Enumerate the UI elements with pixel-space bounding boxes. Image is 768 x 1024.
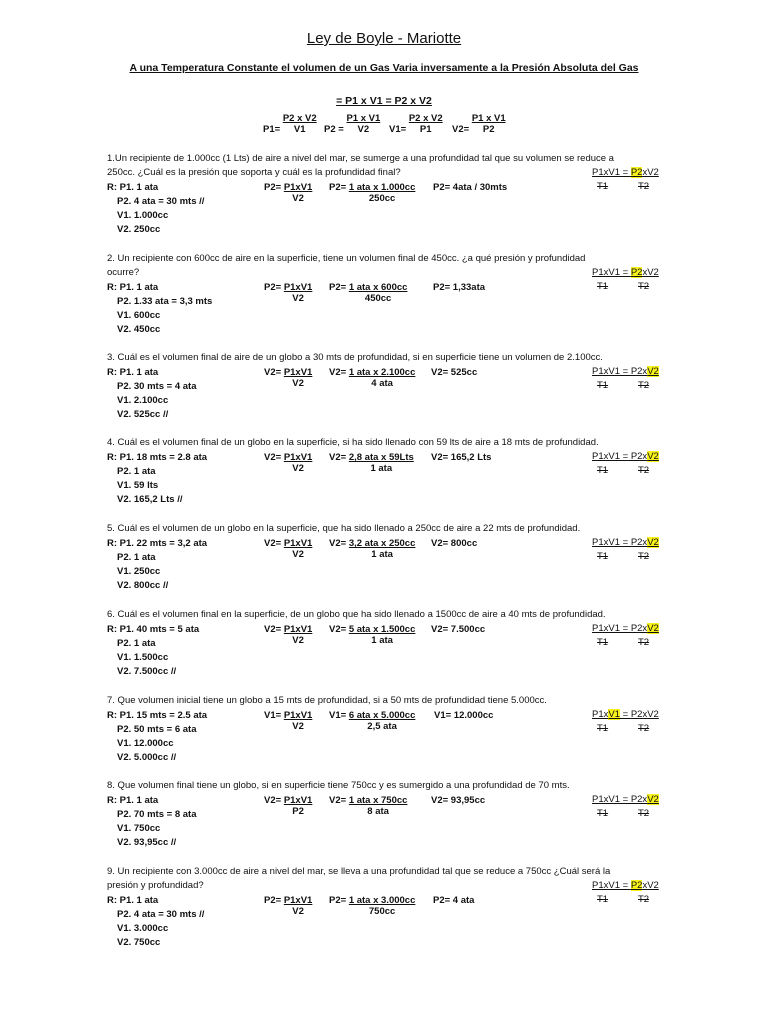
substitution-numerator: 2,8 ata x 59Lts xyxy=(348,452,414,463)
substitution-denominator: 250cc xyxy=(368,193,396,204)
formula-denominator: V2 xyxy=(292,378,304,389)
substitution-fraction xyxy=(349,282,408,304)
temperature-t2: T2 xyxy=(638,281,650,292)
answer-given: R: P1. 1 ata xyxy=(107,895,159,906)
solution-substitution xyxy=(329,182,415,204)
problem-question: 8. Que volumen final tiene un globo, si en superficie tiene 750cc y es sumergido a una profundidad de 70 mts. xyxy=(107,780,570,791)
answer-given: R: P1. 1 ata xyxy=(107,282,159,293)
temperature-t1: T1 xyxy=(597,181,609,192)
answer-given: R: P1. 1 ata xyxy=(107,182,159,193)
formula-v2: $V2= \frac{\text{P1 x V1}}{P2}$ xyxy=(452,113,506,135)
formula-p1: $P1= \frac{\text{P2 x V2}}{V1}$ xyxy=(263,113,317,135)
formula-label: V1= xyxy=(264,710,284,721)
answer-value: P2. 50 mts = 6 ata xyxy=(117,724,197,735)
substitution-numerator: 1 ata x 600cc xyxy=(348,282,408,293)
temperature-t1: T1 xyxy=(597,281,609,292)
substitution-denominator: 750cc xyxy=(368,906,396,917)
substitution-fraction xyxy=(349,538,416,560)
answer-value: V1. 59 lts xyxy=(117,480,159,491)
highlighted-variable: V2 xyxy=(647,623,659,634)
problem-question: 6. Cuál es el volumen final en la superficie, de un globo que ha sido llenado a 1500cc de aire a 40 mts de profundidad. xyxy=(107,609,606,620)
formula-numerator: P1xV1 xyxy=(283,795,313,806)
formula-label: V2= xyxy=(264,367,284,378)
equation-part: P1xV1 = xyxy=(592,880,631,891)
answer-value: V1. 750cc xyxy=(117,823,161,834)
equation-part: P1xV1 = P2x xyxy=(592,366,648,377)
solution-substitution xyxy=(329,452,414,474)
formula-numerator: P1xV1 xyxy=(283,538,313,549)
answer-given: R: P1. 15 mts = 2.5 ata xyxy=(107,710,208,721)
formula-denominator: V2 xyxy=(292,293,304,304)
problem-question: 4. Cuál es el volumen final de un globo en la superficie, si ha sido llenado con 59 lts de aire a 18 mts de profundidad. xyxy=(107,437,599,448)
substitution-label: P2= xyxy=(329,895,349,906)
solution-formula xyxy=(264,710,312,732)
solution-substitution xyxy=(329,624,415,646)
temperature-t1: T1 xyxy=(597,465,609,476)
answer-value: V2. 5.000cc // xyxy=(117,752,177,763)
formula-denominator: P2 xyxy=(292,806,304,817)
page-subtitle: A una Temperatura Constante el volumen de un Gas Varia inversamente a la Presión Absoluta del Gas xyxy=(129,62,639,74)
temperature-t1: T1 xyxy=(597,551,609,562)
substitution-label: V2= xyxy=(329,367,349,378)
boyle-equation xyxy=(592,537,659,548)
formula-denominator: V2 xyxy=(292,193,304,204)
answer-value: P2. 30 mts = 4 ata xyxy=(117,381,197,392)
substitution-denominator: 2,5 ata xyxy=(367,721,397,732)
formula-fraction xyxy=(284,710,313,732)
boyle-equation xyxy=(592,267,659,278)
formula-fraction xyxy=(284,795,313,817)
boyle-equation xyxy=(592,451,659,462)
formula-fraction xyxy=(284,452,313,474)
solution-result: V2= 93,95cc xyxy=(431,795,486,806)
temperature-t2: T2 xyxy=(638,894,650,905)
problem-question: 250cc. ¿Cuál es la presión que soporta y cuál es la profundidad final? xyxy=(107,167,401,178)
formula-numerator: P1xV1 xyxy=(283,895,313,906)
boyle-equation xyxy=(592,880,659,891)
solution-result: V2= 7.500cc xyxy=(431,624,486,635)
substitution-denominator: 450cc xyxy=(364,293,392,304)
solution-result: P2= 1,33ata xyxy=(433,282,486,293)
formula-label: V2= xyxy=(264,538,284,549)
formula-fraction xyxy=(284,538,313,560)
answer-value: V2. 165,2 Lts // xyxy=(117,494,183,505)
formula-label: P2= xyxy=(264,282,284,293)
substitution-numerator: 1 ata x 1.000cc xyxy=(348,182,416,193)
solution-formula xyxy=(264,795,312,817)
solution-substitution xyxy=(329,282,407,304)
answer-value: P2. 70 mts = 8 ata xyxy=(117,809,197,820)
substitution-denominator: 1 ata xyxy=(371,635,393,646)
boyle-equation xyxy=(592,709,659,720)
substitution-numerator: 1 ata x 750cc xyxy=(348,795,408,806)
answer-value: P2. 1 ata xyxy=(117,552,156,563)
formula-denominator: V2 xyxy=(292,549,304,560)
formula-numerator: P1xV1 xyxy=(283,367,313,378)
solution-substitution xyxy=(329,710,415,732)
formula-p2: $P2 = \frac{\text{P1 x V1}}{V2}$ xyxy=(324,113,381,135)
answer-value: V1. 3.000cc xyxy=(117,923,169,934)
answer-given: R: P1. 1 ata xyxy=(107,795,159,806)
boyle-equation xyxy=(592,794,659,805)
solution-result: V1= 12.000cc xyxy=(434,710,494,721)
solution-formula xyxy=(264,538,312,560)
answer-given: R: P1. 18 mts = 2.8 ata xyxy=(107,452,208,463)
substitution-fraction xyxy=(349,895,416,917)
highlighted-variable: V2 xyxy=(647,451,659,462)
boyle-equation xyxy=(592,366,659,377)
solution-result: V2= 800cc xyxy=(431,538,478,549)
temperature-t2: T2 xyxy=(638,637,650,648)
solution-substitution xyxy=(329,795,407,817)
highlighted-variable: P2 xyxy=(630,167,643,178)
equation-part: xV2 xyxy=(642,267,659,278)
equation-part: P1xV1 = P2x xyxy=(592,623,648,634)
answer-value: V1. 2.100cc xyxy=(117,395,169,406)
answer-given: R: P1. 1 ata xyxy=(107,367,159,378)
solution-formula xyxy=(264,624,312,646)
temperature-t1: T1 xyxy=(597,637,609,648)
temperature-t2: T2 xyxy=(638,723,650,734)
boyle-equation xyxy=(592,167,659,178)
formula-numerator: P1xV1 xyxy=(283,182,313,193)
answer-value: P2. 4 ata = 30 mts // xyxy=(117,909,205,920)
temperature-t2: T2 xyxy=(638,380,650,391)
highlighted-variable: P2 xyxy=(630,267,643,278)
temperature-t2: T2 xyxy=(638,551,650,562)
solution-substitution xyxy=(329,538,415,560)
main-formula: = P1 x V1 = P2 x V2 xyxy=(336,95,432,107)
answer-given: R: P1. 40 mts = 5 ata xyxy=(107,624,200,635)
temperature-t1: T1 xyxy=(597,894,609,905)
solution-result: V2= 165,2 Lts xyxy=(431,452,492,463)
formula-label: V2= xyxy=(264,452,284,463)
answer-value: V1. 12.000cc xyxy=(117,738,174,749)
page-title: Ley de Boyle - Mariotte xyxy=(306,30,462,47)
formula-numerator: P1xV1 xyxy=(283,710,313,721)
answer-given: R: P1. 22 mts = 3,2 ata xyxy=(107,538,208,549)
problem-question: 9. Un recipiente con 3.000cc de aire a nivel del mar, se lleva a una profundidad tal que se reduce a 750cc ¿Cuál será la xyxy=(107,866,611,877)
formula-numerator: P1xV1 xyxy=(283,452,313,463)
temperature-t1: T1 xyxy=(597,380,609,391)
equation-part: P1xV1 = xyxy=(592,167,631,178)
equation-part: xV2 xyxy=(642,167,659,178)
substitution-denominator: 8 ata xyxy=(367,806,389,817)
highlighted-variable: V2 xyxy=(647,537,659,548)
substitution-label: P2= xyxy=(329,282,349,293)
equation-part: P1xV1 = P2x xyxy=(592,451,648,462)
highlighted-variable: P2 xyxy=(630,880,643,891)
formula-numerator: P1xV1 xyxy=(283,624,313,635)
problem-question: 1.Un recipiente de 1.000cc (1 Lts) de aire a nivel del mar, se sumerge a una profundidad tal que su volumen se reduce a xyxy=(107,153,614,164)
equation-part: = P2xV2 xyxy=(620,709,659,720)
formula-fraction xyxy=(284,182,313,204)
answer-value: V1. 1.500cc xyxy=(117,652,169,663)
temperature-t1: T1 xyxy=(597,723,609,734)
equation-part: xV2 xyxy=(642,880,659,891)
substitution-label: V2= xyxy=(329,795,349,806)
temperature-t1: T1 xyxy=(597,808,609,819)
equation-part: P1xV1 = P2x xyxy=(592,794,648,805)
formula-label: P2= xyxy=(264,182,284,193)
substitution-label: V2= xyxy=(329,538,349,549)
substitution-denominator: 1 ata xyxy=(371,549,393,560)
substitution-label: V2= xyxy=(329,624,349,635)
answer-value: P2. 1 ata xyxy=(117,638,156,649)
answer-value: V1. 1.000cc xyxy=(117,210,169,221)
solution-formula xyxy=(264,452,312,474)
answer-value: V1. 250cc xyxy=(117,566,161,577)
substitution-fraction xyxy=(349,182,416,204)
solution-substitution xyxy=(329,367,415,389)
substitution-numerator: 5 ata x 1.500cc xyxy=(348,624,416,635)
problem-question: 2. Un recipiente con 600cc de aire en la superficie, tiene un volumen final de 450cc. ¿a qué presión y profundidad xyxy=(107,253,586,264)
answer-value: P2. 1 ata xyxy=(117,466,156,477)
formula-denominator: V2 xyxy=(292,721,304,732)
formula-label: V2= xyxy=(264,795,284,806)
answer-value: P2. 4 ata = 30 mts // xyxy=(117,196,205,207)
problem-question: presión y profundidad? xyxy=(107,880,204,891)
boyle-equation xyxy=(592,623,659,634)
solution-formula xyxy=(264,282,312,304)
substitution-denominator: 1 ata xyxy=(370,463,393,474)
substitution-fraction xyxy=(349,795,408,817)
answer-value: V2. 450cc xyxy=(117,324,161,335)
problem-question: 7. Que volumen inicial tiene un globo a 15 mts de profundidad, si a 50 mts de profundidad tiene 5.000cc. xyxy=(107,695,547,706)
equation-part: P1x xyxy=(592,709,609,720)
substitution-numerator: 1 ata x 2.100cc xyxy=(348,367,416,378)
equation-part: P1xV1 = xyxy=(592,267,631,278)
formula-fraction xyxy=(284,895,313,917)
formula-denominator: V2 xyxy=(292,906,304,917)
solution-formula xyxy=(264,182,312,204)
solution-substitution xyxy=(329,895,415,917)
solution-result: V2= 525cc xyxy=(431,367,478,378)
formula-denominator: V2 xyxy=(292,463,304,474)
highlighted-variable: V2 xyxy=(647,366,659,377)
answer-value: V1. 600cc xyxy=(117,310,161,321)
formula-v1: $V1= \frac{\text{P2 x V2}}{P1}$ xyxy=(389,113,443,135)
answer-value: V2. 250cc xyxy=(117,224,161,235)
substitution-label: V1= xyxy=(329,710,349,721)
substitution-numerator: 1 ata x 3.000cc xyxy=(348,895,416,906)
solution-result: P2= 4ata / 30mts xyxy=(433,182,508,193)
substitution-numerator: 6 ata x 5.000cc xyxy=(348,710,416,721)
answer-value: V2. 525cc // xyxy=(117,409,169,420)
formula-numerator: P1xV1 xyxy=(283,282,313,293)
formula-fraction xyxy=(284,367,313,389)
formula-label: P2= xyxy=(264,895,284,906)
problem-question: 3. Cuál es el volumen final de aire de un globo a 30 mts de profundidad, si en superficie tiene un volumen de 2.100cc. xyxy=(107,352,603,363)
answer-value: V2. 93,95cc // xyxy=(117,837,177,848)
solution-result: P2= 4 ata xyxy=(433,895,475,906)
highlighted-variable: V1 xyxy=(608,709,620,720)
temperature-t2: T2 xyxy=(638,465,650,476)
answer-value: P2. 1.33 ata = 3,3 mts xyxy=(117,296,213,307)
substitution-fraction xyxy=(349,624,416,646)
equation-part: P1xV1 = P2x xyxy=(592,537,648,548)
formula-fraction xyxy=(284,282,313,304)
temperature-t2: T2 xyxy=(638,808,650,819)
substitution-numerator: 3,2 ata x 250cc xyxy=(348,538,416,549)
substitution-label: P2= xyxy=(329,182,349,193)
solution-formula xyxy=(264,367,312,389)
problem-question: 5. Cuál es el volumen de un globo en la superficie, que ha sido llenado a 250cc de aire a 22 mts de profundidad. xyxy=(107,523,581,534)
substitution-fraction xyxy=(349,710,416,732)
problem-question: ocurre? xyxy=(107,267,140,278)
answer-value: V2. 7.500cc // xyxy=(117,666,177,677)
substitution-fraction xyxy=(349,452,414,474)
formula-denominator: V2 xyxy=(292,635,304,646)
answer-value: V2. 750cc xyxy=(117,937,161,948)
substitution-fraction xyxy=(349,367,416,389)
substitution-label: V2= xyxy=(329,452,349,463)
formula-fraction xyxy=(284,624,313,646)
temperature-t2: T2 xyxy=(638,181,650,192)
answer-value: V2. 800cc // xyxy=(117,580,169,591)
substitution-denominator: 4 ata xyxy=(371,378,393,389)
highlighted-variable: V2 xyxy=(647,794,659,805)
formula-label: V2= xyxy=(264,624,284,635)
solution-formula xyxy=(264,895,312,917)
